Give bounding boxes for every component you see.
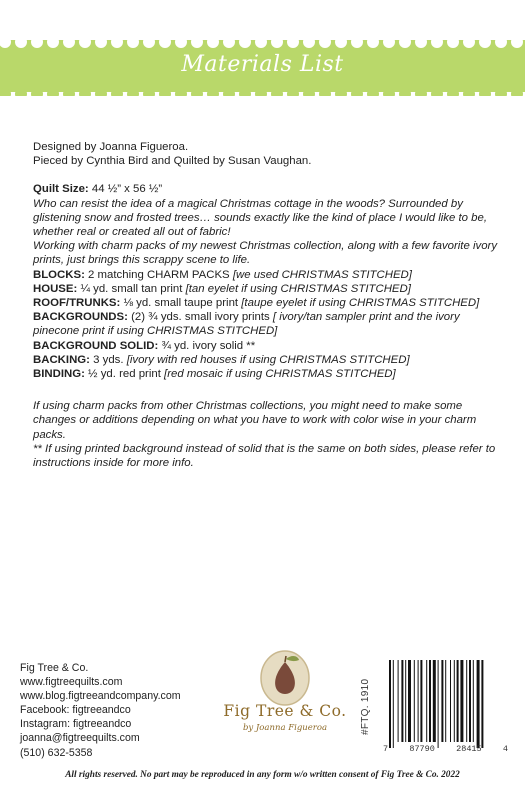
barcode-digits [383, 744, 508, 754]
scallop [463, 88, 475, 96]
scallop [15, 88, 27, 96]
scallop [175, 88, 187, 96]
scallop [511, 40, 523, 48]
materials-list [33, 268, 498, 382]
scallop [79, 88, 91, 96]
quilt-size [33, 182, 498, 196]
scallop [319, 88, 331, 96]
scallop [0, 40, 11, 48]
scallop [431, 88, 443, 96]
scallop [239, 88, 251, 96]
fig-tree-logo [200, 650, 370, 756]
contact-info [20, 661, 230, 760]
barcode-bar [405, 660, 406, 742]
material-background-solid [33, 339, 498, 353]
quilt-size-label: Quilt Size: [33, 183, 89, 196]
barcode-bar [457, 660, 459, 742]
scallop [95, 40, 107, 48]
page-title: Materials List [181, 52, 344, 77]
scallop [111, 40, 123, 48]
scallop [335, 88, 347, 96]
material-text: (2) ¾ yds. small ivory prints [127, 311, 273, 324]
barcode-bar [418, 660, 419, 742]
contact-facebook: Facebook: figtreeandco [20, 704, 131, 717]
scallop [511, 88, 523, 96]
material-note: [ivory with red houses if using CHRISTMAS STITCHED] [126, 353, 410, 366]
scallop [47, 88, 59, 96]
barcode-bar [426, 660, 427, 742]
scallop [255, 40, 267, 48]
material-label: BACKGROUNDS: [33, 311, 128, 324]
scallop [143, 88, 155, 96]
intro-paragraph: Who can resist the idea of a magical Christmas cottage in the woods? Surrounded by glistening snow and frosted trees… sounds exactly like the kind of place I would like to be, whether real or created all out of fabric! [33, 197, 487, 239]
header [0, 0, 525, 108]
scallop [159, 88, 171, 96]
scallop [335, 40, 347, 48]
material-label: BACKING: [33, 353, 90, 366]
scallop [127, 40, 139, 48]
material-note: [tan eyelet if using CHRISTMAS STITCHED] [185, 282, 411, 295]
barcode-bar [401, 660, 403, 742]
scallop [31, 88, 43, 96]
barcode-bar [393, 660, 394, 748]
scallop [351, 88, 363, 96]
scallop [479, 40, 491, 48]
scallop [447, 88, 459, 96]
scallop [415, 88, 427, 96]
material-backing [33, 353, 498, 367]
footnote-background: ** If using printed background instead of solid that is the same on both sides, please refer to instructions inside for more info. [33, 442, 496, 470]
contact-email[interactable]: joanna@figtreequilts.com [20, 732, 140, 745]
barcode-bar [454, 660, 455, 742]
contact-website[interactable]: www.figtreequilts.com [20, 676, 123, 689]
material-house [33, 282, 498, 296]
content [33, 140, 498, 470]
barcode-bar [441, 660, 443, 742]
material-note: [red mosaic if using CHRISTMAS STITCHED] [164, 368, 396, 381]
scallop-top [0, 40, 525, 50]
scallop [191, 40, 203, 48]
scallop-bottom [0, 86, 525, 96]
barcode-bar [438, 660, 439, 748]
scallop [271, 40, 283, 48]
material-note: [we used CHRISTMAS STITCHED] [232, 268, 412, 281]
material-text: ¾ yd. ivory solid ** [158, 339, 256, 352]
barcode-digit-group: 28415 [456, 744, 482, 754]
scallop [207, 40, 219, 48]
barcode-bar [469, 660, 471, 742]
scallop [0, 88, 11, 96]
scallop [367, 40, 379, 48]
material-backgrounds [33, 310, 498, 338]
scallop [415, 40, 427, 48]
scallop [383, 40, 395, 48]
scallop [127, 88, 139, 96]
scallop [495, 40, 507, 48]
quilt-size-value: 44 ½” x 56 ½” [91, 183, 163, 196]
scallop [63, 40, 75, 48]
scallop [351, 40, 363, 48]
barcode-bar [445, 660, 446, 742]
scallop [447, 40, 459, 48]
material-label: BACKGROUND SOLID: [33, 339, 159, 352]
scallop [287, 88, 299, 96]
barcode-bar [433, 660, 436, 742]
contact-company: Fig Tree & Co. [20, 662, 89, 674]
scallop [31, 40, 43, 48]
scallop [271, 88, 283, 96]
material-label: ROOF/TRUNKS: [33, 297, 121, 310]
barcode-bar [420, 660, 422, 742]
barcode-bar [460, 660, 463, 742]
barcode [383, 656, 508, 756]
credits-piecing: Pieced by Cynthia Bird and Quilted by Susan Vaughan. [33, 155, 312, 168]
material-label: BLOCKS: [33, 268, 85, 281]
scallop [175, 40, 187, 48]
barcode-bar [408, 660, 411, 742]
scallop [79, 40, 91, 48]
material-note: [ ivory/tan sampler print and the ivory pinecone print if using CHRISTMAS STITCHED] [33, 311, 460, 338]
scallop [207, 88, 219, 96]
material-binding [33, 367, 498, 381]
scallop [383, 88, 395, 96]
scallop [47, 40, 59, 48]
material-label: HOUSE: [33, 282, 78, 295]
credits [33, 140, 498, 168]
scallop [63, 88, 75, 96]
material-text: 3 yds. [89, 353, 127, 366]
scallop [495, 88, 507, 96]
scallop [463, 40, 475, 48]
barcode-digit-check: 4 [502, 744, 508, 754]
footnote-charm-packs: If using charm packs from other Christmas collections, you might need to make some changes or additions depending on what you have to work with color wise in your charm packs. [33, 400, 477, 441]
scallop [239, 40, 251, 48]
scallop [287, 40, 299, 48]
material-roof-trunks [33, 296, 498, 310]
barcode-bar [481, 660, 483, 748]
material-text: ⅛ yd. small taupe print [120, 297, 242, 310]
material-text: ¼ yd. small tan print [77, 282, 186, 295]
scallop [367, 88, 379, 96]
material-text: 2 matching CHARM PACKS [84, 268, 233, 281]
scallop [303, 88, 315, 96]
scallop [159, 40, 171, 48]
barcode-bar [466, 660, 467, 742]
barcode-bar [450, 660, 451, 742]
scallop [479, 88, 491, 96]
barcode-digit-lead: 7 [383, 744, 389, 754]
scallop [399, 40, 411, 48]
barcode-bar [477, 660, 480, 748]
logo-wordmark: Fig Tree & Co. [223, 702, 347, 720]
material-blocks [33, 268, 498, 282]
scallop [15, 40, 27, 48]
sku-label: #FTQ. 1910 [360, 678, 371, 735]
logo-byline: by Joanna Figueroa [242, 723, 328, 733]
scallop [399, 88, 411, 96]
contact-phone: (510) 632-5358 [20, 746, 93, 759]
scallop [95, 88, 107, 96]
contact-instagram: Instagram: figtreeandco [20, 718, 132, 731]
material-note: [taupe eyelet if using CHRISTMAS STITCHED] [241, 297, 480, 310]
barcode-bar [414, 660, 415, 742]
scallop [223, 88, 235, 96]
scallop [319, 40, 331, 48]
material-label: BINDING: [33, 368, 85, 381]
scallop [111, 88, 123, 96]
barcode-bar [429, 660, 431, 742]
scallop [191, 88, 203, 96]
material-text: ½ yd. red print [84, 368, 165, 381]
copyright-notice: All rights reserved. No part may be reproduced in any form w/o written consent of Fig Tree & Co. 2022 [65, 770, 460, 780]
scallop [143, 40, 155, 48]
barcode-bar [398, 660, 399, 742]
scallop [255, 88, 267, 96]
barcode-bar [389, 660, 391, 748]
credits-designer: Designed by Joanna Figueroa. [33, 141, 189, 153]
barcode-digit-group: 87790 [409, 744, 435, 754]
barcode-bar [473, 660, 474, 742]
contact-blog[interactable]: www.blog.figtreeandcompany.com [20, 690, 181, 703]
intro-paragraph-2: Working with charm packs of my newest Christmas collection, along with a few favorite ivory prints, just brings this scrappy scene to life. [33, 240, 498, 267]
scallop [303, 40, 315, 48]
fig-icon [200, 650, 370, 706]
scallop [431, 40, 443, 48]
scallop [223, 40, 235, 48]
